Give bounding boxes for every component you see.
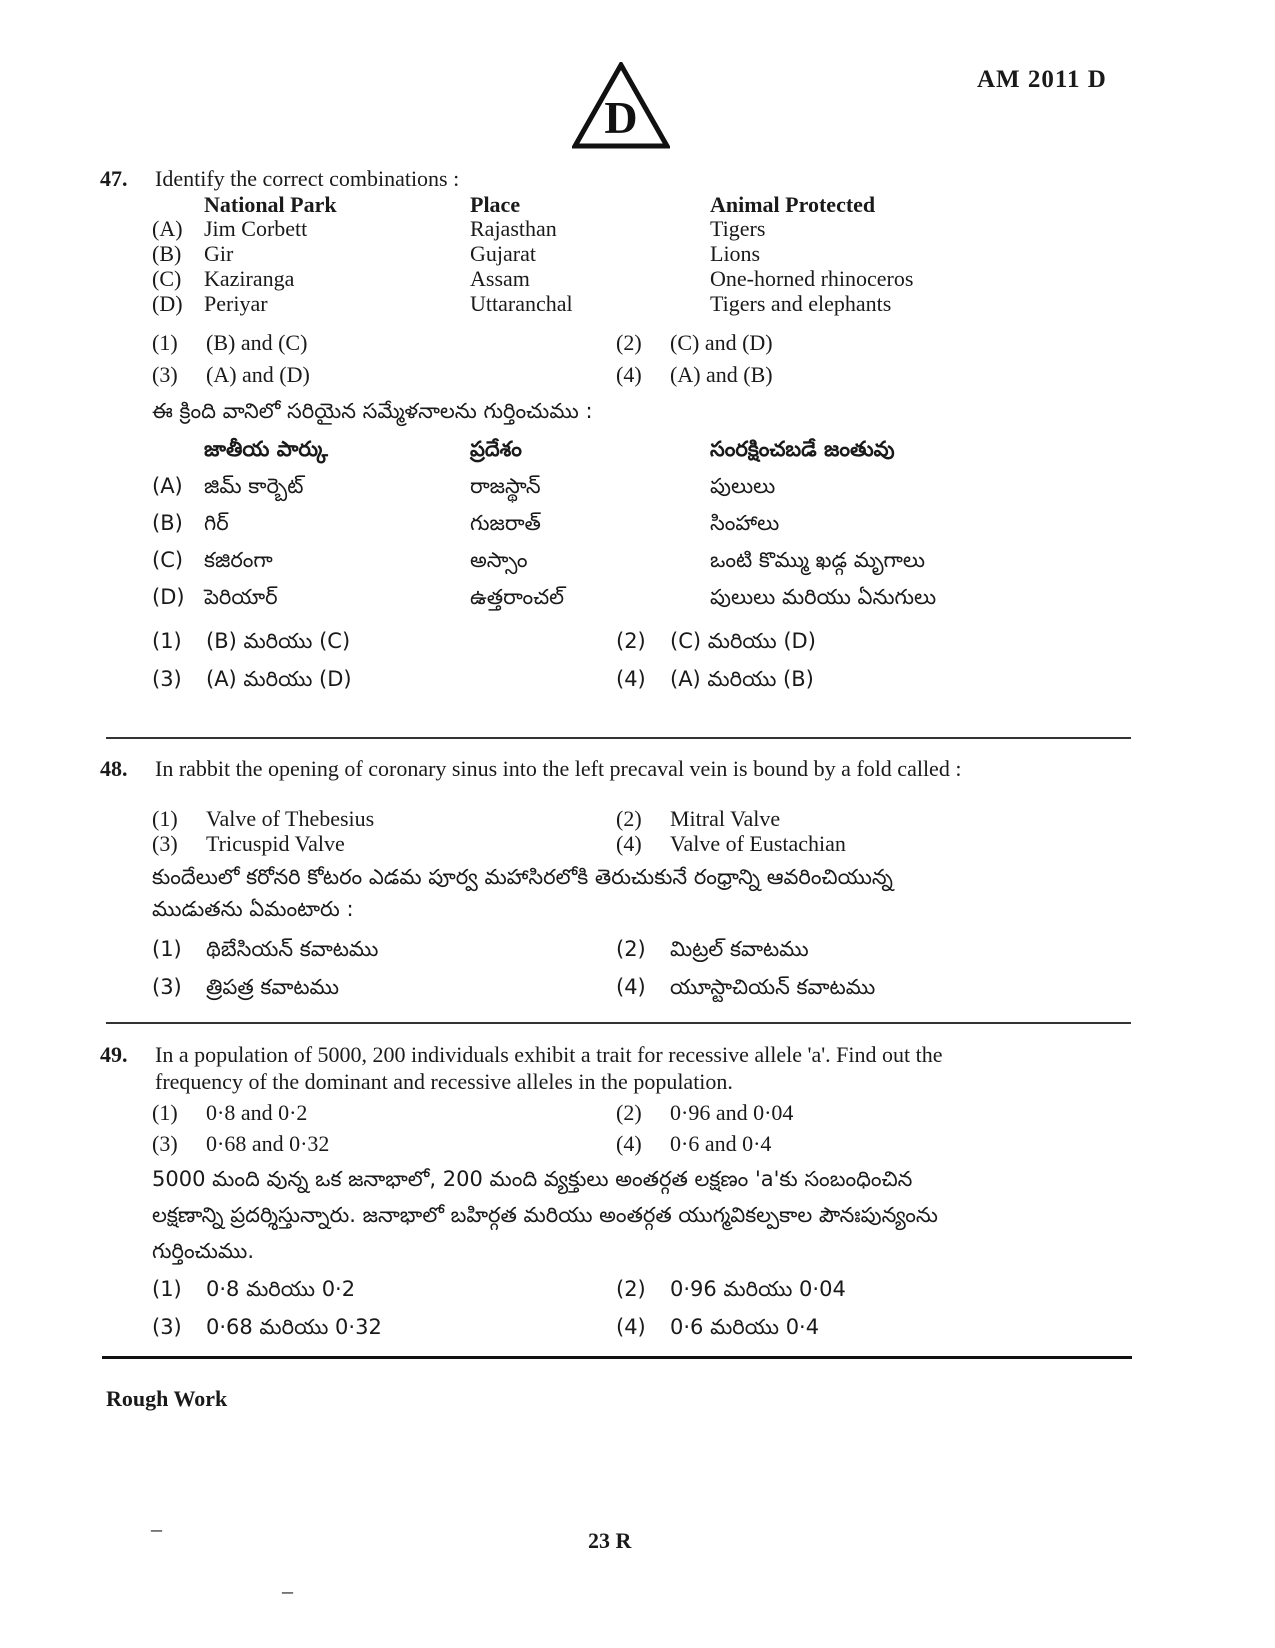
place-name: Assam [470,266,530,291]
option-3-en[interactable]: (3) 0·68 and 0·32 [152,1131,330,1156]
animal-name: Tigers and elephants [710,291,892,316]
park-name: గిర్ [204,511,229,535]
place-name: Rajasthan [470,216,557,241]
park-name: Gir [204,241,234,266]
place-name: రాజస్థాన్ [470,474,541,498]
divider [106,737,1131,739]
option-3-te[interactable]: (3) (A) మరియు (D) [152,667,352,691]
park-name: కజిరంగా [204,548,273,572]
option-4-en[interactable]: (4) (A) and (B) [616,362,773,387]
row-label: (D) [152,291,183,316]
park-name: Periyar [204,291,268,316]
question-text-en-line2: frequency of the dominant and recessive alleles in the population. [155,1069,733,1094]
header-national-park: National Park [204,192,337,217]
place-name: గుజరాత్ [470,511,541,535]
option-1-te[interactable]: (1) 0·8 మరియు 0·2 [152,1277,356,1301]
header-animal: Animal Protected [710,192,876,217]
row-label: (D) [152,585,185,609]
question-text-te-line2: ముడుతను ఏమంటారు : [152,897,354,921]
option-4-en[interactable]: (4) 0·6 and 0·4 [616,1131,772,1156]
place-name: Gujarat [470,241,536,266]
divider [106,1022,1131,1024]
option-4-te[interactable]: (4) 0·6 మరియు 0·4 [616,1315,820,1339]
option-3-te[interactable]: (3) త్రిపత్ర కవాటము [152,975,340,999]
park-name: Jim Corbett [204,216,308,241]
option-1-en[interactable]: (1) 0·8 and 0·2 [152,1100,308,1125]
margin-dash: – [151,1516,162,1541]
option-2-en[interactable]: (2) (C) and (D) [616,330,773,355]
row-label: (C) [152,266,182,291]
question-text-te-line1: కుందేలులో కరోనరి కోటరం ఎడమ పూర్వ మహాసిరలోకి తెరుచుకునే రంధ్రాన్ని ఆవరించియున్న [152,865,893,889]
question-number: 49. [100,1042,128,1067]
option-4-te[interactable]: (4) (A) మరియు (B) [616,667,814,691]
booklet-series-letter: D [604,92,638,143]
option-4-en[interactable]: (4) Valve of Eustachian [616,831,846,856]
row-label: (B) [152,511,183,535]
question-48 [100,756,1140,1006]
animal-name: పులులు [710,474,776,498]
header-animal-te: సంరక్షించబడే జంతువు [710,437,895,461]
header-national-park-te: జాతీయ పార్కు [204,437,328,461]
place-name: Uttaranchal [470,291,573,316]
option-3-en[interactable]: (3) Tricuspid Valve [152,831,345,856]
question-number: 47. [100,166,128,191]
option-1-en[interactable]: (1) Valve of Thebesius [152,806,375,831]
question-text-te-line1: 5000 మంది వున్న ఒక జనాభాలో, 200 మంది వ్యక్తులు అంతర్గత లక్షణం 'a'కు సంబంధించిన [152,1167,913,1191]
animal-name: పులులు మరియు ఏనుగులు [710,585,937,609]
option-3-en[interactable]: (3) (A) and (D) [152,362,310,387]
header-place-te: ప్రదేశం [470,437,522,461]
margin-dash: – [282,1578,293,1603]
question-47 [100,166,1140,726]
option-3-te[interactable]: (3) 0·68 మరియు 0·32 [152,1315,382,1339]
place-name: ఉత్తరాంచల్ [470,585,565,609]
animal-name: Tigers [710,216,766,241]
exam-code: AM 2011 D [977,66,1107,93]
row-label: (C) [152,548,184,572]
page-number: 23 R [588,1528,632,1553]
question-text-te: ఈ క్రింది వానిలో సరియైన సమ్మేళనాలను గుర్తించుము : [152,399,593,423]
option-2-te[interactable]: (2) మిట్రల్ కవాటము [616,937,809,961]
row-label: (A) [152,216,183,241]
option-2-en[interactable]: (2) 0·96 and 0·04 [616,1100,794,1125]
booklet-series-logo [572,62,670,150]
option-4-te[interactable]: (4) యూస్టాచియన్ కవాటము [616,975,876,999]
row-label: (B) [152,241,182,266]
question-text-en: Identify the correct combinations : [155,166,460,191]
option-2-te[interactable]: (2) (C) మరియు (D) [616,629,816,653]
question-number: 48. [100,756,128,781]
park-name: జిమ్ కార్బెట్ [204,474,304,498]
question-text-en: In rabbit the opening of coronary sinus into the left precaval vein is bound by a fold called : [155,756,962,781]
question-49 [100,1042,1140,1342]
park-name: Kaziranga [204,266,295,291]
question-text-en-line1: In a population of 5000, 200 individuals exhibit a trait for recessive allele 'a'. Find out the [155,1042,943,1067]
place-name: అస్సాం [470,548,528,572]
animal-name: Lions [710,241,761,266]
option-1-en[interactable]: (1) (B) and (C) [152,330,308,355]
header-place: Place [470,192,521,217]
option-1-te[interactable]: (1) థిబేసియన్ కవాటము [152,937,379,961]
option-2-en[interactable]: (2) Mitral Valve [616,806,781,831]
section-divider [102,1356,1132,1359]
question-text-te-line3: గుర్తించుము. [152,1239,254,1263]
rough-work-label: Rough Work [106,1386,228,1411]
animal-name: One-horned rhinoceros [710,266,914,291]
row-label: (A) [152,474,183,498]
animal-name: సింహాలు [710,511,780,535]
animal-name: ఒంటి కొమ్ము ఖడ్గ మృగాలు [710,548,926,572]
park-name: పెరియార్ [204,585,278,609]
option-2-te[interactable]: (2) 0·96 మరియు 0·04 [616,1277,846,1301]
question-text-te-line2: లక్షణాన్ని ప్రదర్శిస్తున్నారు. జనాభాలో బహిర్గత మరియు అంతర్గత యుగ్మవికల్పకాల పౌనఃపున్యంను [152,1203,938,1227]
option-1-te[interactable]: (1) (B) మరియు (C) [152,629,351,653]
